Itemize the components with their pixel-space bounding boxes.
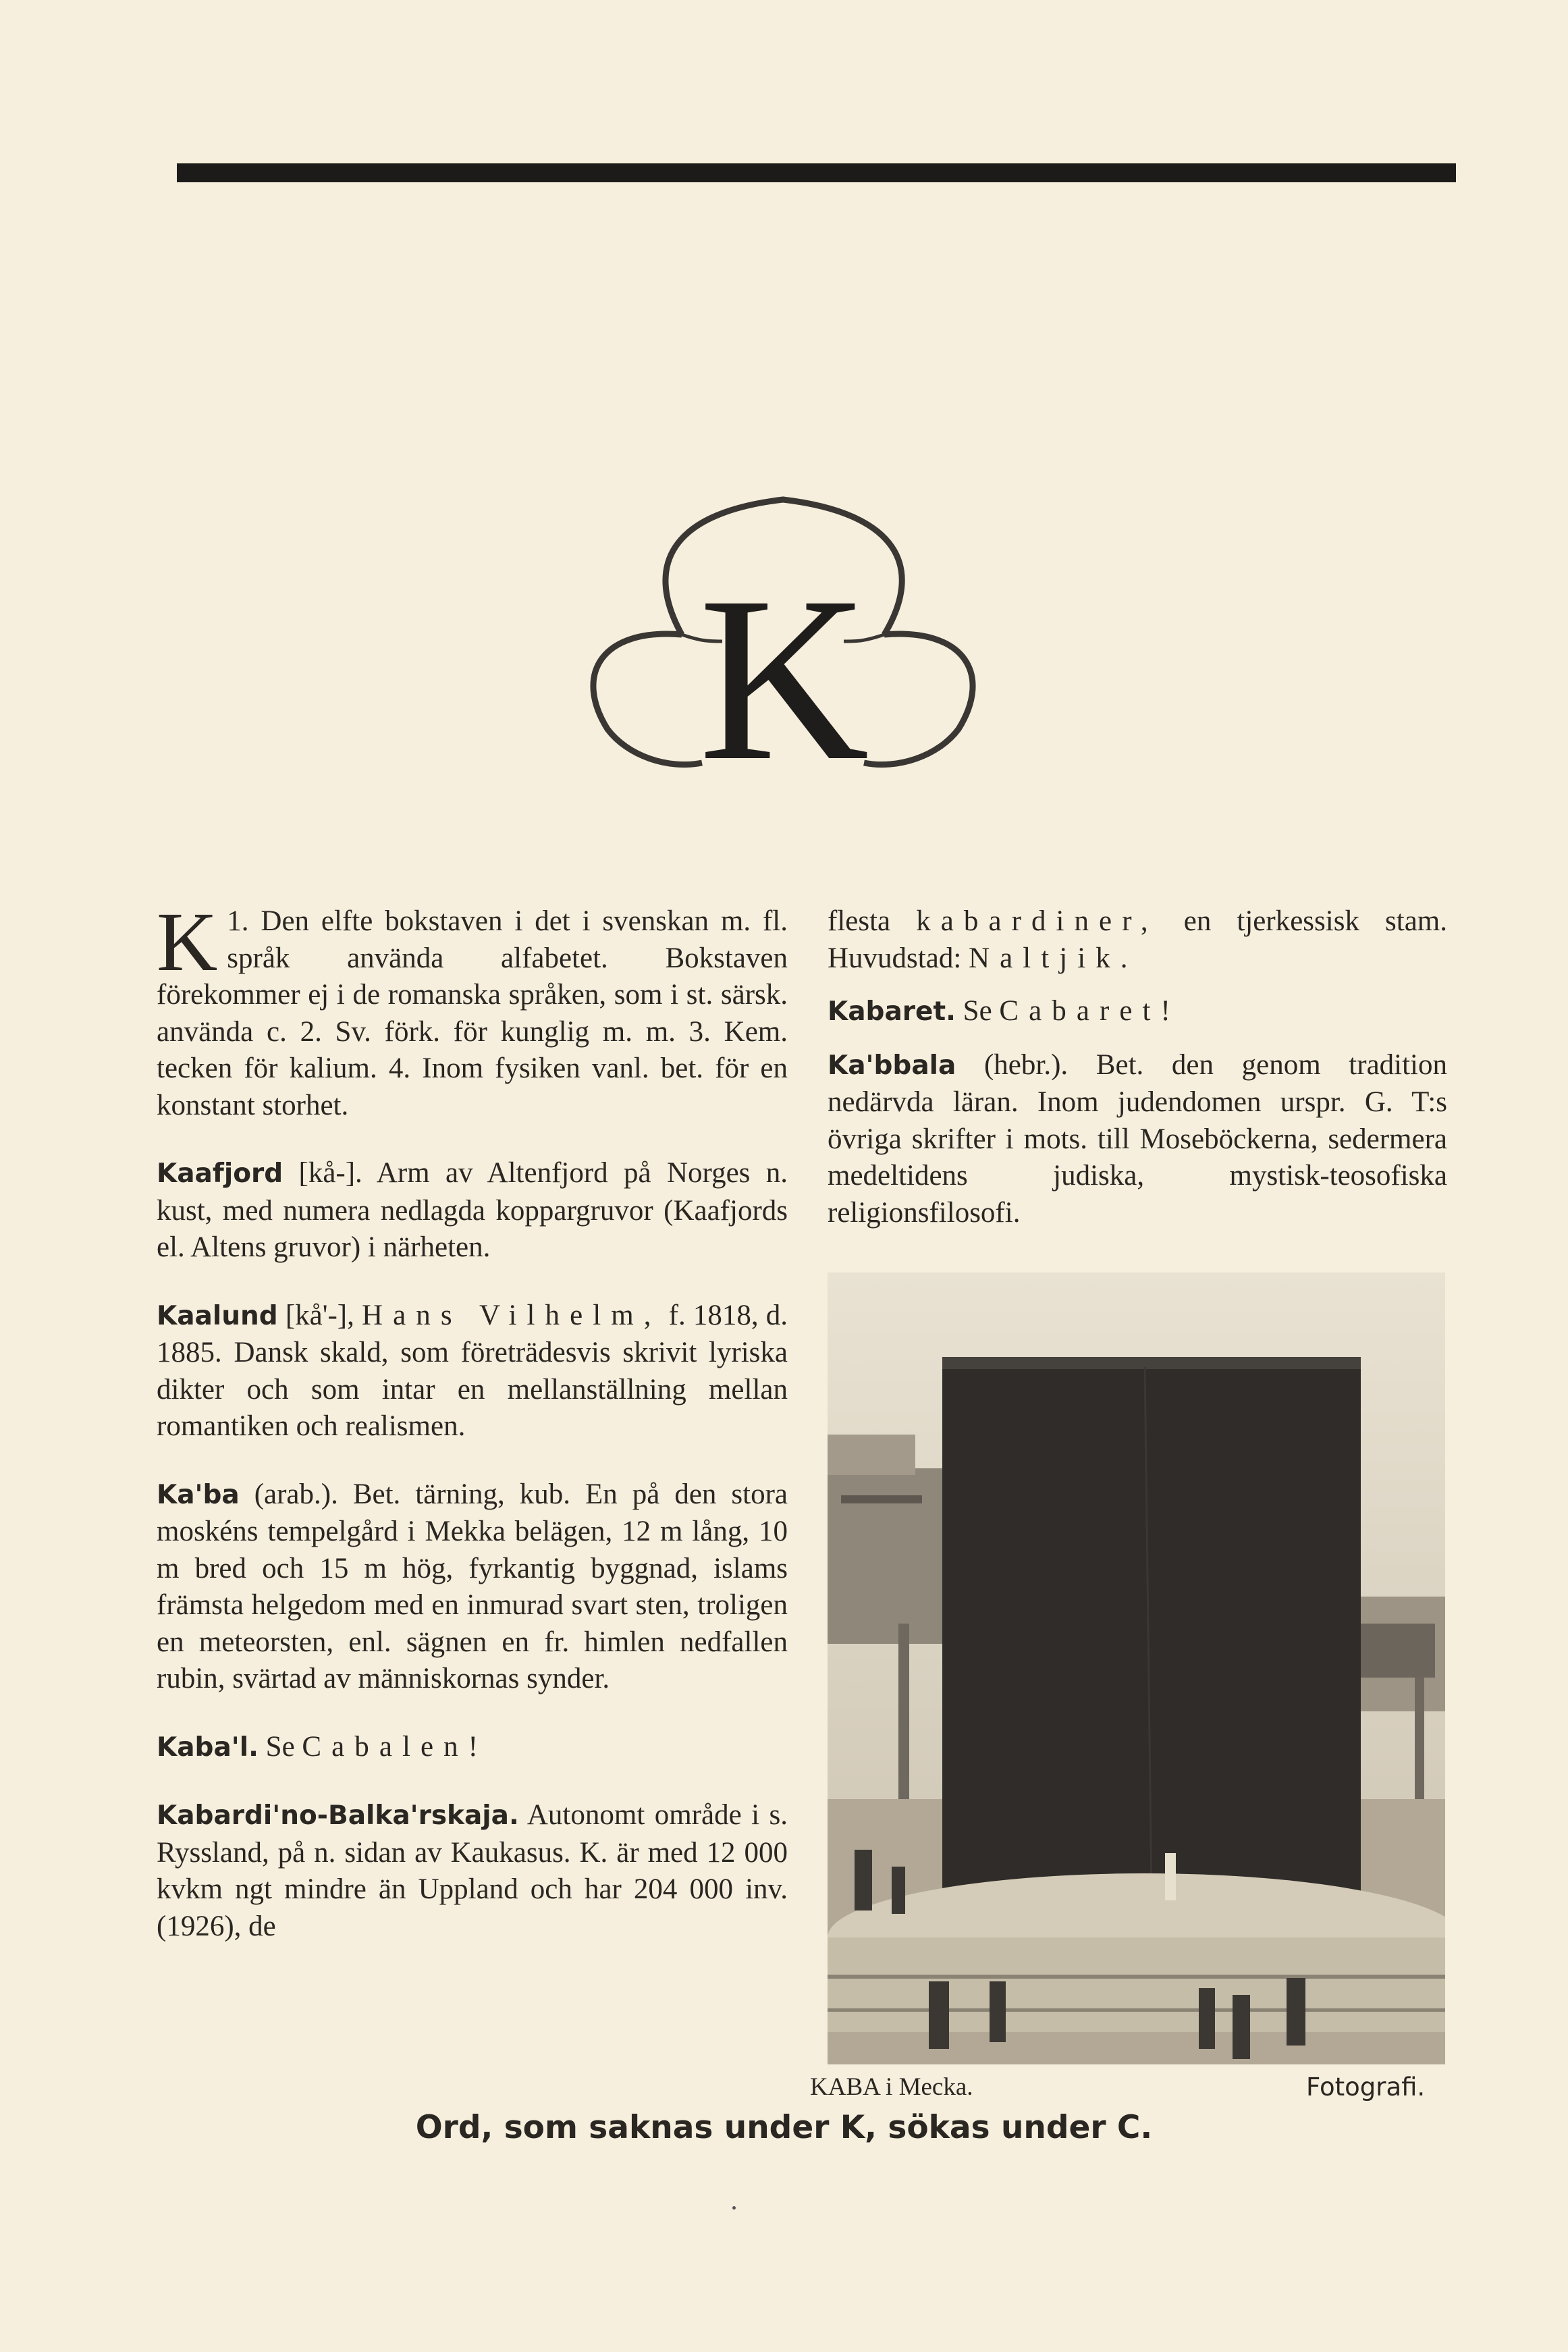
headword: Ka'ba: [157, 1479, 240, 1510]
headword: Ka'bbala: [828, 1050, 956, 1081]
entry-text: Se: [963, 995, 992, 1027]
headword: Kaalund: [157, 1300, 278, 1331]
page-mark: [732, 2206, 736, 2210]
entry-text: (hebr.). Bet. den genom tradition nedärvda läran. Inom judendomen urspr. G. T:s övriga skrifter i mots. till Moseböckerna, sedermera medeltidens judiska, mystisk-teosofiska religionsfilosofi.: [828, 1048, 1448, 1229]
top-rule: [177, 163, 1456, 182]
footer-note: Ord, som saknas under K, sökas under C.: [415, 2109, 1153, 2146]
entry-kabardino: [157, 1797, 788, 1945]
entry-kaalund: [157, 1298, 788, 1445]
right-column: [828, 903, 1447, 1231]
headword: Kabardi'no-Balka'rskaja.: [157, 1800, 519, 1831]
photo-credit: Fotografi.: [1306, 2073, 1426, 2102]
initial-letter: K: [699, 547, 869, 809]
headword: Kabaret.: [828, 996, 956, 1027]
entry-kabaret: [828, 993, 1447, 1031]
entry-kabbala: [828, 1047, 1447, 1232]
entry-kaafjord: [157, 1155, 788, 1266]
cross-reference: Cabalen!: [302, 1730, 489, 1763]
person-name: Hans Vilhelm,: [362, 1299, 661, 1331]
spaced-term: Naltjik.: [969, 942, 1138, 974]
entry-text: [kå'-],: [285, 1299, 354, 1331]
entry-text: (arab.). Bet. tärning, kub. En på den stora moskéns tempelgård i Mekka belägen, 12 m lång, 10 m bred och 15 m hög, fyrkantig byggnad, islams främsta helgedom med en inmurad svart sten, troligen en meteorsten, enl. sägnen en fr. himlen nedfallen rubin, svärtad av människornas synder.: [157, 1478, 788, 1694]
entry-text: 1. Den elfte bokstaven i det i svenskan m. fl. språk använda alfabetet. Bokstaven förekommer ej i de romanska språken, som i st. särsk. använda c. 2. Sv. förk. för kunglig m. m. 3. Kem. tecken för kalium. 4. Inom fysiken vanl. bet. för en konstant storhet.: [157, 905, 788, 1121]
spaced-term: kabardiner,: [916, 905, 1158, 937]
entry-kabal: [157, 1729, 788, 1767]
entry-text: Se: [265, 1730, 295, 1763]
kaaba-image: [828, 1273, 1445, 2064]
entry-k: [157, 896, 788, 1124]
entry-text: flesta: [828, 905, 891, 937]
photo-caption: KABA i Mecka.: [810, 2073, 973, 2101]
cross-reference: Cabaret!: [999, 995, 1181, 1027]
headword: Kaafjord: [157, 1158, 283, 1189]
entry-text: [kå-]. Arm av Altenfjord på Norges n. kust, med numera nedlagda koppargruvor (Kaafjords el. Altens gruvor) i närheten.: [157, 1157, 788, 1263]
initial-ornament: [0, 473, 1568, 809]
entry-continuation: [828, 903, 1447, 977]
left-column: [157, 896, 788, 1945]
entry-text: f. 1818, d. 1885. Dansk skald, som företrädesvis skrivit lyriska dikter och som intar en mellanställning mellan romantiken och realismen.: [157, 1299, 788, 1442]
entry-kaba: [157, 1476, 788, 1698]
headword: Kaba'l.: [157, 1732, 259, 1763]
entry-text: en tjerkessisk stam. Huvudstad:: [828, 905, 1447, 974]
entry-text: Autonomt område i s. Ryssland, på n. sidan av Kaukasus. K. är med 12 000 kvkm ngt mindre än Uppland och har 204 000 inv. (1926), de: [157, 1799, 788, 1942]
drop-cap: K: [157, 896, 218, 989]
kaba-photograph: [828, 1273, 1445, 2064]
